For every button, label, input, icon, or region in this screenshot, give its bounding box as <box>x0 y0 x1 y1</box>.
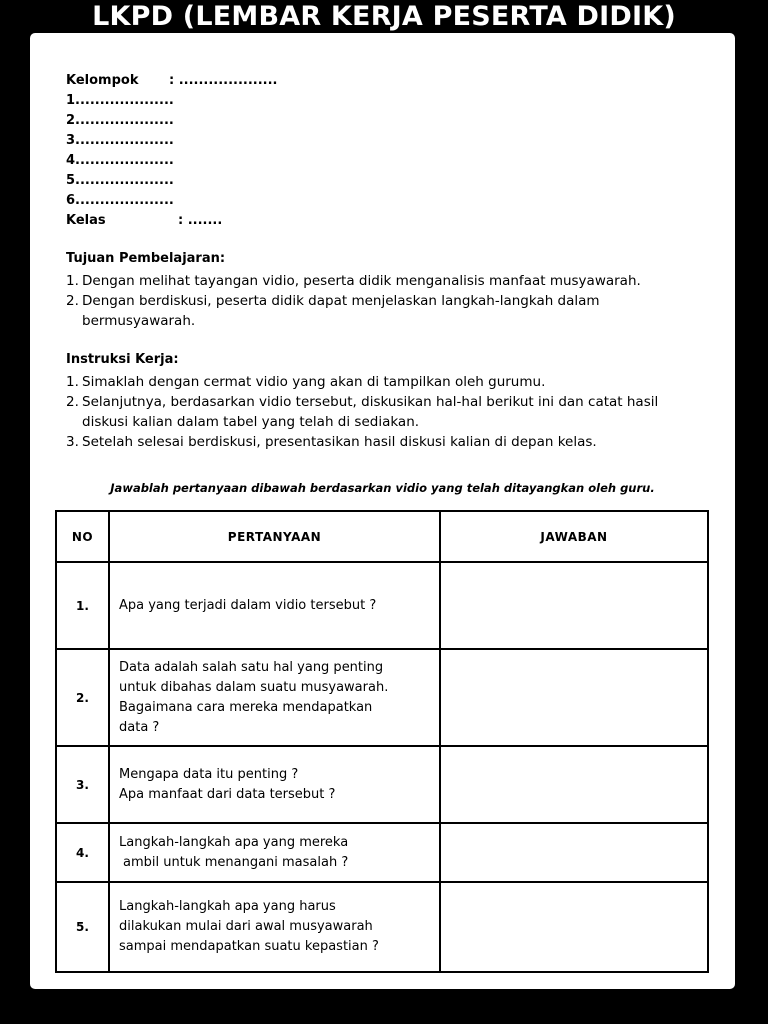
question-line: Bagaimana cara mereka mendapatkan <box>119 699 373 715</box>
question-cell <box>109 823 440 882</box>
question-line: Mengapa data itu penting ? <box>119 766 299 782</box>
answer-cell[interactable] <box>440 823 708 882</box>
member-line: 2.................... <box>66 113 174 128</box>
question-line: Data adalah salah satu hal yang penting <box>119 659 384 675</box>
instruction-item <box>66 432 658 452</box>
row-number: 4. <box>56 823 109 882</box>
row-number: 3. <box>56 746 109 823</box>
objective-text: Dengan berdiskusi, peserta didik dapat menjelaskan langkah-langkah dalam <box>82 293 600 309</box>
question-line: Apa manfaat dari data tersebut ? <box>119 786 336 802</box>
question-table <box>55 510 709 973</box>
instruction-text: Setelah selesai berdiskusi, presentasikan hasil diskusi kalian di depan kelas. <box>82 434 597 450</box>
question-line: untuk dibahas dalam suatu musyawarah. <box>119 679 389 695</box>
answer-cell[interactable] <box>440 562 708 649</box>
table-row <box>56 882 708 972</box>
table-row <box>56 746 708 823</box>
member-line: 1.................... <box>66 93 174 108</box>
instruction-number: 3. <box>66 434 79 450</box>
kelas-value: : ....... <box>178 213 223 228</box>
answer-cell[interactable] <box>440 649 708 746</box>
instruction-number: 1. <box>66 374 79 390</box>
member-line: 4.................... <box>66 153 174 168</box>
instruction-text: diskusi kalian dalam tabel yang telah di sediakan. <box>82 414 420 430</box>
table-row <box>56 823 708 882</box>
learning-objectives <box>66 249 641 331</box>
objectives-heading: Tujuan Pembelajaran: <box>66 251 226 266</box>
header-answer: JAWABAN <box>440 511 708 562</box>
answer-cell[interactable] <box>440 746 708 823</box>
question-line: Apa yang terjadi dalam vidio tersebut ? <box>119 597 377 613</box>
objective-number: 1. <box>66 273 79 289</box>
table-header-row <box>56 511 708 562</box>
member-line: 5.................... <box>66 173 174 188</box>
question-line: sampai mendapatkan suatu kepastian ? <box>119 939 379 954</box>
header-question: PERTANYAAN <box>109 511 440 562</box>
question-line: dilakukan mulai dari awal musyawarah <box>119 919 373 934</box>
objective-number: 2. <box>66 293 79 309</box>
instruction-item <box>66 372 658 392</box>
instructions-heading: Instruksi Kerja: <box>66 352 179 367</box>
member-line: 6.................... <box>66 193 174 208</box>
kelas-row <box>66 211 278 231</box>
question-cell <box>109 649 440 746</box>
question-cell <box>109 562 440 649</box>
instruction-item <box>66 392 658 432</box>
row-number: 1. <box>56 562 109 649</box>
kelas-label: Kelas <box>66 213 106 228</box>
question-line: data ? <box>119 719 160 735</box>
table-row <box>56 649 708 746</box>
kelompok-row <box>66 71 278 91</box>
question-cell <box>109 882 440 972</box>
answer-cell[interactable] <box>440 882 708 972</box>
kelompok-label: Kelompok <box>66 73 139 88</box>
worksheet-paper <box>30 33 735 989</box>
group-identity <box>66 71 278 231</box>
instruction-text: Simaklah dengan cermat vidio yang akan di tampilkan oleh gurumu. <box>82 374 546 390</box>
row-number: 5. <box>56 882 109 972</box>
table-row <box>56 562 708 649</box>
instruction-text: Selanjutnya, berdasarkan vidio tersebut, diskusikan hal-hal berikut ini dan catat hasil <box>82 394 659 410</box>
table-instruction-note: Jawablah pertanyaan dibawah berdasarkan vidio yang telah ditayangkan oleh guru. <box>110 481 655 495</box>
objective-item <box>66 291 641 331</box>
objective-text: Dengan melihat tayangan vidio, peserta didik menganalisis manfaat musyawarah. <box>82 273 641 289</box>
page-title: LKPD (LEMBAR KERJA PESERTA DIDIK) <box>92 1 676 32</box>
header-no: NO <box>56 511 109 562</box>
question-line: ambil untuk menangani masalah ? <box>123 854 349 870</box>
member-line: 3.................... <box>66 133 174 148</box>
question-line: Langkah-langkah apa yang mereka <box>119 834 349 850</box>
question-cell <box>109 746 440 823</box>
objective-text: bermusyawarah. <box>82 313 196 329</box>
work-instructions <box>66 350 658 452</box>
kelompok-value: : .................... <box>169 73 278 88</box>
instruction-number: 2. <box>66 394 79 410</box>
row-number: 2. <box>56 649 109 746</box>
objective-item <box>66 271 641 291</box>
question-line: Langkah-langkah apa yang harus <box>119 899 336 914</box>
